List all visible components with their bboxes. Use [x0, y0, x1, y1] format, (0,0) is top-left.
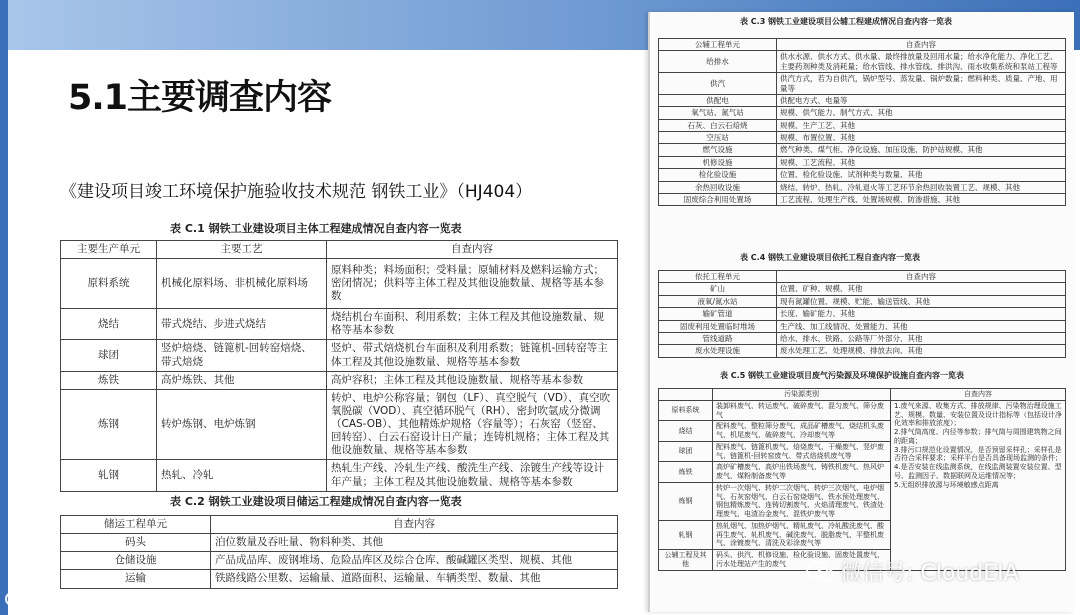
table-cell: 固废综合利用处置场 [659, 193, 777, 205]
column-header: 自查内容 [327, 241, 618, 259]
table-row [659, 169, 1066, 181]
column-header: 自查内容 [891, 389, 1066, 401]
table-cell: 废水处理设施 [659, 345, 777, 357]
column-header [659, 389, 713, 401]
table-cell: 热轧、冷轧 [157, 460, 327, 491]
brand-watermark [4, 586, 106, 612]
column-header: 公辅工程单元 [659, 39, 777, 51]
table-cell: 竖炉焙烧、链篦机-回转窑焙烧、带式焙烧 [157, 340, 327, 371]
table-row [61, 340, 618, 371]
table-cell: 热轧生产线、冷轧生产线、酸洗生产线、涂镀生产线等设计年产量；主体工程及其他设施数量、规格等基本参数 [327, 460, 618, 491]
table-cell-line: 4.是否安装在线监测系统，在线监测装置安装位置、型号、监测因子、数据联网及运维情况等； [894, 463, 1062, 480]
table-cell: 供配电 [659, 94, 777, 106]
table-cell: 长度、输矿能力、其他 [777, 308, 1066, 320]
table-row [659, 156, 1066, 168]
table-cell: 炼钢 [61, 389, 157, 460]
table-c1-caption: 表 C.1 钢铁工业建设项目主体工程建成情况自查内容一览表 [170, 222, 462, 235]
table-cell: 原料系统 [659, 400, 713, 421]
table-cell: 燃气设施 [659, 144, 777, 156]
table-cell: 原料系统 [61, 259, 157, 309]
table-cell: 运输 [61, 570, 211, 588]
table-cell: 泊位数量及吞吐量、物料种类、其他 [211, 534, 618, 552]
table-cell: 轧钢 [659, 520, 713, 549]
table-cell: 矿山 [659, 283, 777, 295]
table-c5 [658, 388, 1066, 571]
table-row [659, 51, 1066, 73]
wechat-id-text: 微信号: CloudEIA [840, 561, 1019, 586]
table-cell-line: 2.排气筒高度、内径等参数；排气筒与周围建筑物之间的距离； [894, 428, 1062, 445]
table-c1 [60, 240, 618, 492]
table-cell: 供配电方式、电量等 [777, 94, 1066, 106]
table-cell: 配料废气、链篦机废气、焙烧废气、干燥废气、竖炉废气、链篦机-回转窑废气、带式焙烧机废气等 [713, 441, 891, 462]
table-c3 [658, 38, 1066, 206]
table-header-row [659, 39, 1066, 51]
table-cell: 供汽 [659, 73, 777, 95]
table-cell: 机修设施 [659, 156, 777, 168]
table-c4-caption: 表 C.4 钢铁工业建设项目依托工程自查内容一览表 [740, 253, 921, 262]
table-cell-line: 5.无组织排放源与环境敏感点距离 [894, 480, 999, 489]
table-cell: 废水处理工艺、处理规模、排放去向、其他 [777, 345, 1066, 357]
table-row [61, 570, 618, 588]
column-header: 自查内容 [777, 39, 1066, 51]
table-c2-caption: 表 C.2 钢铁工业建设项目储运工程建成情况自查内容一览表 [170, 495, 462, 508]
table-row [659, 144, 1066, 156]
table-cell: 带式烧结、步进式烧结 [157, 309, 327, 340]
table-c5-right-cell [891, 400, 1066, 570]
table-cell: 固废利用处置临时堆场 [659, 320, 777, 332]
table-cell: 空压站 [659, 132, 777, 144]
table-c4 [658, 270, 1066, 358]
table-header-row [659, 389, 1066, 401]
table-row [61, 460, 618, 491]
table-cell: 球团 [659, 441, 713, 462]
table-cell: 原料种类；料场面积；受料量；原辅材料及燃料运输方式；密闭情况；供料等主体工程及其他设施数量、规格等基本参数 [327, 259, 618, 309]
table-cell: 码头、供汽、机修设施、检化验设施、固废处置废气、污水处理站产生的废气 [713, 550, 891, 571]
table-row [61, 552, 618, 570]
brand-logo-icon [4, 589, 30, 609]
column-header: 自查内容 [777, 271, 1066, 283]
table-cell: 规模、工艺流程、其他 [777, 156, 1066, 168]
slide-title: 5.1主要调查内容 [68, 78, 332, 118]
table-row [659, 320, 1066, 332]
table-cell: 转炉炼钢、电炉炼钢 [157, 389, 327, 460]
brand-logo-text: 大数跨境 [34, 590, 106, 611]
table-cell: 公辅工程及其他 [659, 550, 713, 571]
table-c3-caption: 表 C.3 钢铁工业建设项目公辅工程建成情况自查内容一览表 [740, 17, 953, 26]
table-cell: 装卸料废气、转运废气、破碎废气、混匀废气、筛分废气 [713, 400, 891, 421]
table-cell: 规模、供气能力、制气方式、其他 [777, 107, 1066, 119]
table-cell: 生产线、加工线情况、处置能力、其他 [777, 320, 1066, 332]
table-row [61, 371, 618, 389]
table-row [659, 119, 1066, 131]
slide-subtitle: 《建设项目竣工环境保护施验收技术规范 钢铁工业》（HJ404） [60, 182, 533, 202]
table-header-row [61, 241, 618, 259]
table-cell: 位置、检化验设施、试剂种类与数量、其他 [777, 169, 1066, 181]
table-row [61, 309, 618, 340]
table-cell: 液氧/氮水站 [659, 295, 777, 307]
table-cell: 高炉矿槽废气、高炉出铁场废气、铸铁机废气、热风炉废气、煤粉制备废气等 [713, 462, 891, 483]
table-c2 [60, 515, 618, 589]
table-cell: 供汽方式，若为自供汽，锅炉型号、蒸发量、锅炉数量；燃料种类、质量、产地、用量等 [777, 73, 1066, 95]
table-cell: 炼铁 [61, 371, 157, 389]
table-cell: 给水、排水、铁路、公路等厂外部分、其他 [777, 332, 1066, 344]
table-row [659, 400, 1066, 421]
table-cell: 码头 [61, 534, 211, 552]
table-cell: 高炉容积；主体工程及其他设施数量、规格等基本参数 [327, 371, 618, 389]
table-cell: 规模、布置位置、其他 [777, 132, 1066, 144]
table-cell: 高炉炼铁、其他 [157, 371, 327, 389]
table-cell: 铁路线路公里数、运输量、道路面积、运输量、车辆类型、数量、其他 [211, 570, 618, 588]
table-cell: 仓储设施 [61, 552, 211, 570]
table-row [659, 283, 1066, 295]
table-cell: 位置、矿种、规模、其他 [777, 283, 1066, 295]
table-cell: 烧结、转炉、热轧、冷轧退火等工艺环节余热回收装置工艺、规模、其他 [777, 181, 1066, 193]
right-document-panel [648, 12, 1074, 612]
table-cell: 炼铁 [659, 462, 713, 483]
table-cell: 机械化原料场、非机械化原料场 [157, 259, 327, 309]
table-cell: 烧结机台车面积、利用系数；主体工程及其他设施数量、规格等基本参数 [327, 309, 618, 340]
table-cell: 烧结 [61, 309, 157, 340]
table-cell: 竖炉、带式焙烧机台车面积及利用系数；链篦机-回转窑等主体工程及其他设施数量、规格等基本参数 [327, 340, 618, 371]
column-header: 主要工艺 [157, 241, 327, 259]
table-cell: 热轧烟气、加热炉烟气、精轧废气、冷轧酸洗废气、酸再生废气、轧机废气、碱洗废气、脱脂废气、平整机废气、涂镀废气、清洗及彩涂废气等 [713, 520, 891, 549]
column-header: 污染源类别 [713, 389, 891, 401]
table-cell: 工艺流程、处理生产线、处置场规模、防渗措施、其他 [777, 193, 1066, 205]
table-header-row [659, 271, 1066, 283]
table-cell: 转炉一次烟气、转炉二次烟气、转炉三次烟气、电炉烟气、石灰窑烟气、白云石窑烧烟气、铁水预处理废气、钢包精炼废气、连铸切割废气、火焰清理废气、铁渣处理废气、电渣冶金废气、混铁炉废气等 [713, 482, 891, 520]
wechat-watermark [806, 556, 1019, 587]
table-cell-line: 3.排污口规范化设置情况，是否预留采样孔；采样孔是否符合采样要求；采样平台是否具备现场监测的条件； [894, 445, 1062, 463]
table-row [659, 345, 1066, 357]
table-cell: 现有氮罐位置、规模、贮能、输送管线、其他 [777, 295, 1066, 307]
table-cell: 燃气种类、煤气柜、净化设施、加压设施、防护站规模、其他 [777, 144, 1066, 156]
table-row [659, 73, 1066, 95]
table-cell: 转炉、电炉公称容量；钢包（LF）、真空脱气（VD）、真空吹氧脱碳（VOD）、真空循环脱气（RH）、密封吹氩成分微调（CAS-OB）、其他精炼炉规格（容量等）；石灰窑（竖窑、回转窑）、白云石窑设计日产量；连铸机规格；主体工程及其他设施数量、规格等基本参数 [327, 389, 618, 460]
table-cell: 配料废气、整粒筛分废气、成品矿槽废气、烧结机头废气、机尾废气、破碎废气、冷却废气等 [713, 421, 891, 442]
column-header: 自查内容 [211, 516, 618, 534]
table-header-row [61, 516, 618, 534]
table-row [659, 107, 1066, 119]
wechat-icon [806, 560, 834, 584]
table-cell-line: 1.废气来源、收集方式、排放规律、污染物治理设施工艺、规模、数量、安装位置及设计指标等（包括设计净化效率和排放浓度）； [894, 401, 1062, 428]
table-cell: 供水水源、供水方式、供水量、最终排放量及回用水量；给水净化能力、净化工艺、主要药剂种类及消耗量；给水管线、排水管线、排洪沟、雨水收集系统和泵站工程等 [777, 51, 1066, 73]
table-cell: 余热回收设施 [659, 181, 777, 193]
table-cell: 氧气站、氮气站 [659, 107, 777, 119]
table-cell: 轧钢 [61, 460, 157, 491]
column-header: 依托工程单元 [659, 271, 777, 283]
table-cell: 输矿管道 [659, 308, 777, 320]
table-cell: 球团 [61, 340, 157, 371]
table-cell: 石灰、白云石焙烧 [659, 119, 777, 131]
table-cell: 规模、生产工艺、其他 [777, 119, 1066, 131]
column-header: 主要生产单元 [61, 241, 157, 259]
table-row [61, 534, 618, 552]
left-accent-bar [0, 0, 8, 615]
table-cell: 检化验设施 [659, 169, 777, 181]
table-cell: 管线道路 [659, 332, 777, 344]
column-header: 储运工程单元 [61, 516, 211, 534]
table-row [659, 132, 1066, 144]
table-row [61, 259, 618, 309]
table-cell: 给排水 [659, 51, 777, 73]
table-cell: 炼钢 [659, 482, 713, 520]
table-row [61, 389, 618, 460]
table-row [659, 193, 1066, 205]
table-row [659, 332, 1066, 344]
table-row [659, 295, 1066, 307]
table-c5-caption: 表 C.5 钢铁工业建设项目废气污染源及环境保护设施自查内容一览表 [720, 371, 965, 380]
table-cell: 烧结 [659, 421, 713, 442]
table-row [659, 94, 1066, 106]
table-row [659, 308, 1066, 320]
table-cell: 产品成品库、废钢堆场、危险品库区及综合仓库、酸碱罐区类型、规模、其他 [211, 552, 618, 570]
table-row [659, 181, 1066, 193]
